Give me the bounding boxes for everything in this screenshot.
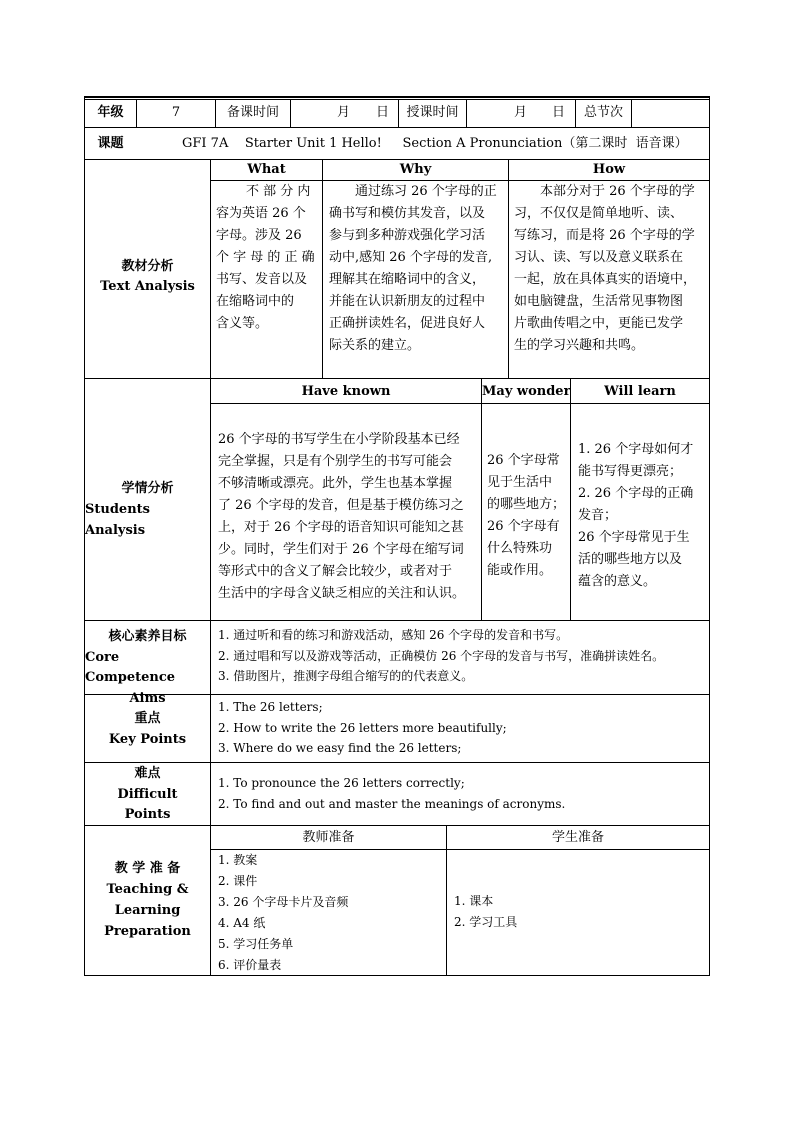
core-aim-item: 2. 通过唱和写以及游戏等活动，正确模仿 26 个字母的发音与书写，准确拼读姓名。 — [218, 648, 665, 663]
teacher-prep-item: 5. 学习任务单 — [218, 937, 294, 951]
will-learn-line: 蕴含的意义。 — [578, 574, 657, 589]
difficult-points-label — [85, 764, 210, 826]
preparation-label-cn: 教 学 准 备 — [114, 861, 181, 876]
why-line: 确书写和模仿其发音，以及 — [329, 206, 486, 221]
what-line: 容为英语 26 个 — [216, 206, 306, 221]
col-divider — [570, 378, 571, 620]
teach-day: 日 — [552, 105, 566, 120]
student-prep-header: 学生准备 — [551, 830, 604, 845]
col-divider — [446, 825, 447, 975]
why-line: 正确拼读姓名，促进良好人 — [329, 316, 486, 331]
will-learn-header: Will learn — [604, 384, 676, 399]
row-divider — [84, 762, 710, 763]
preparation-label — [85, 858, 210, 942]
preparation-label-en-2: Learning — [114, 903, 181, 918]
how-line: 习，不仅仅是简单地听、读、 — [514, 206, 684, 221]
core-aims-label — [85, 627, 210, 709]
will-learn-line: 活的哪些地方以及 — [578, 552, 683, 567]
what-line: 书写、发音以及 — [216, 272, 308, 287]
may-wonder-line: 什么特殊功 — [487, 541, 553, 556]
key-points-list — [218, 697, 708, 759]
col-divider — [481, 378, 482, 620]
why-line: 通过练习 26 个字母的正 — [355, 184, 497, 199]
col-divider — [466, 99, 467, 128]
what-line: 个 字 母 的 正 确 — [216, 250, 315, 265]
what-text — [216, 181, 320, 335]
student-prep-item: 2. 学习工具 — [454, 915, 518, 929]
col-divider — [508, 159, 509, 378]
key-point-item: 1. The 26 letters; — [218, 700, 323, 714]
may-wonder-header: May wonder — [482, 384, 571, 399]
will-learn-line: 2. 26 个字母的正确 — [578, 486, 694, 501]
may-wonder-line: 能或作用。 — [487, 563, 553, 578]
preparation-label-en-1: Teaching & — [106, 882, 189, 897]
row-divider — [84, 159, 710, 160]
row-divider — [210, 403, 710, 404]
text-analysis-label-en: Text Analysis — [100, 279, 195, 294]
have-known-text — [218, 429, 480, 605]
students-analysis-label-en: Students Analysis — [85, 502, 150, 538]
teacher-prep-list — [218, 850, 444, 976]
col-divider — [631, 99, 632, 128]
students-analysis-label — [85, 478, 210, 541]
col-divider — [290, 99, 291, 128]
how-line: 写练习，而是将 26 个字母的学 — [514, 228, 695, 243]
row-divider — [84, 127, 710, 128]
have-known-line: 不够清晰或漂亮。此外，学生也基本掌握 — [218, 476, 453, 491]
have-known-line: 上，对于 26 个字母的语音知识可能知之甚 — [218, 520, 464, 535]
difficult-points-label-cn: 难点 — [134, 766, 161, 781]
will-learn-line: 发音； — [578, 508, 618, 523]
why-line: 动中,感知 26 个字母的发音, — [329, 250, 493, 265]
grade-value: 7 — [171, 105, 181, 120]
prep-day: 日 — [376, 105, 390, 120]
grade-label: 年级 — [97, 105, 124, 120]
topic-label: 课题 — [97, 136, 124, 151]
teacher-prep-item: 1. 教案 — [218, 853, 258, 867]
teacher-prep-header: 教师准备 — [302, 830, 355, 845]
how-line: 一起，放在具体真实的语境中， — [514, 272, 697, 287]
row-divider — [84, 378, 710, 379]
may-wonder-line: 26 个字母常 — [487, 453, 560, 468]
label-column-divider — [210, 159, 211, 976]
border-top-inner — [84, 99, 710, 100]
have-known-line: 等形式中的含义了解会比较少，或者对于 — [218, 564, 453, 579]
what-line: 不 部 分 内 — [246, 184, 311, 199]
why-header: Why — [399, 162, 432, 177]
how-line: 生的学习兴趣和共鸣。 — [514, 338, 645, 353]
difficult-point-item: 2. To find and out and master the meanings of acronyms. — [218, 796, 566, 811]
have-known-line: 生活中的字母含义缺乏相应的关注和认识。 — [218, 586, 466, 601]
core-aim-item: 1. 通过听和看的练习和游戏活动，感知 26 个字母的发音和书写。 — [218, 628, 569, 642]
how-line: 本部分对于 26 个字母的学 — [540, 184, 695, 199]
will-learn-text — [578, 439, 708, 593]
core-aim-item: 3. 借助图片，推测字母组合缩写的的代表意义。 — [218, 669, 474, 683]
how-text — [514, 181, 708, 357]
what-line: 字母。涉及 26 — [216, 228, 302, 243]
teacher-prep-item: 6. 评价量表 — [218, 958, 282, 972]
difficult-points-label-en-2: Points — [124, 807, 171, 822]
teacher-prep-item: 3. 26 个字母卡片及音频 — [218, 895, 349, 909]
difficult-points-list — [218, 773, 708, 814]
will-learn-line: 1. 26 个字母如何才 — [578, 442, 694, 457]
difficult-points-label-en-1: Difficult — [117, 786, 178, 802]
how-line: 如电脑键盘，生活常见事物图 — [514, 294, 684, 309]
how-line: 片歌曲传唱之中，更能已发学 — [514, 316, 684, 331]
what-line: 含义等。 — [216, 316, 269, 331]
will-learn-line: 能书写得更漂亮； — [578, 464, 683, 479]
will-learn-line: 26 个字母常见于生 — [578, 530, 690, 545]
have-known-line: 26 个字母的书写学生在小学阶段基本已经 — [218, 432, 460, 447]
key-points-label — [85, 708, 210, 750]
total-periods-label: 总节次 — [583, 105, 623, 120]
may-wonder-line: 26 个字母有 — [487, 519, 560, 534]
have-known-line: 了 26 个字母的发音，但是基于模仿练习之 — [218, 498, 464, 513]
students-analysis-label-cn: 学情分析 — [121, 481, 174, 496]
topic-value: GFI 7A Starter Unit 1 Hello! Section A Pronunciation（第二课时 语音课） — [182, 136, 688, 151]
border-right — [709, 96, 710, 976]
core-aims-list — [218, 625, 708, 687]
why-line: 参与到多种游戏强化学习活 — [329, 228, 486, 243]
may-wonder-text — [487, 450, 569, 582]
core-aims-label-en-2: Aims — [129, 690, 166, 706]
why-line: 并能在认识新朋友的过程中 — [329, 294, 486, 309]
student-prep-list — [454, 891, 704, 933]
key-points-label-en: Key Points — [108, 732, 187, 747]
text-analysis-label — [85, 257, 210, 297]
why-text — [329, 181, 507, 357]
row-divider — [84, 620, 710, 621]
teacher-prep-item: 4. A4 纸 — [218, 916, 266, 930]
what-line: 在缩略词中的 — [216, 294, 295, 309]
core-aims-label-cn: 核心素养目标 — [108, 629, 187, 644]
border-top — [84, 96, 710, 98]
col-divider — [322, 159, 323, 378]
teacher-prep-item: 2. 课件 — [218, 874, 258, 888]
prep-month: 月 — [337, 105, 351, 120]
preparation-label-en-3: Preparation — [104, 924, 191, 939]
key-point-item: 2. How to write the 26 letters more beautifully; — [218, 720, 507, 735]
what-header: What — [247, 162, 286, 177]
have-known-line: 完全掌握，只是有个别学生的书写可能会 — [218, 454, 453, 469]
why-line: 际关系的建立。 — [329, 338, 421, 353]
key-point-item: 3. Where do we easy find the 26 letters; — [218, 741, 462, 755]
have-known-line: 少。同时，学生们对于 26 个字母在缩写词 — [218, 542, 464, 557]
have-known-header: Have known — [301, 384, 391, 399]
may-wonder-line: 的哪些地方； — [487, 497, 566, 512]
teach-month: 月 — [514, 105, 528, 120]
student-prep-item: 1. 课本 — [454, 894, 494, 908]
difficult-point-item: 1. To pronounce the 26 letters correctly; — [218, 776, 465, 790]
how-header: How — [592, 162, 626, 177]
teach-time-label: 授课时间 — [406, 105, 459, 120]
key-points-label-cn: 重点 — [134, 711, 161, 726]
prep-time-label: 备课时间 — [226, 105, 279, 120]
how-line: 习认、读、写以及意义联系在 — [514, 250, 684, 265]
core-aims-label-en-1: Core Competence — [85, 649, 176, 685]
why-line: 理解其在缩略词中的含义， — [329, 272, 486, 287]
text-analysis-label-cn: 教材分析 — [121, 259, 174, 274]
may-wonder-line: 见于生活中 — [487, 475, 553, 490]
